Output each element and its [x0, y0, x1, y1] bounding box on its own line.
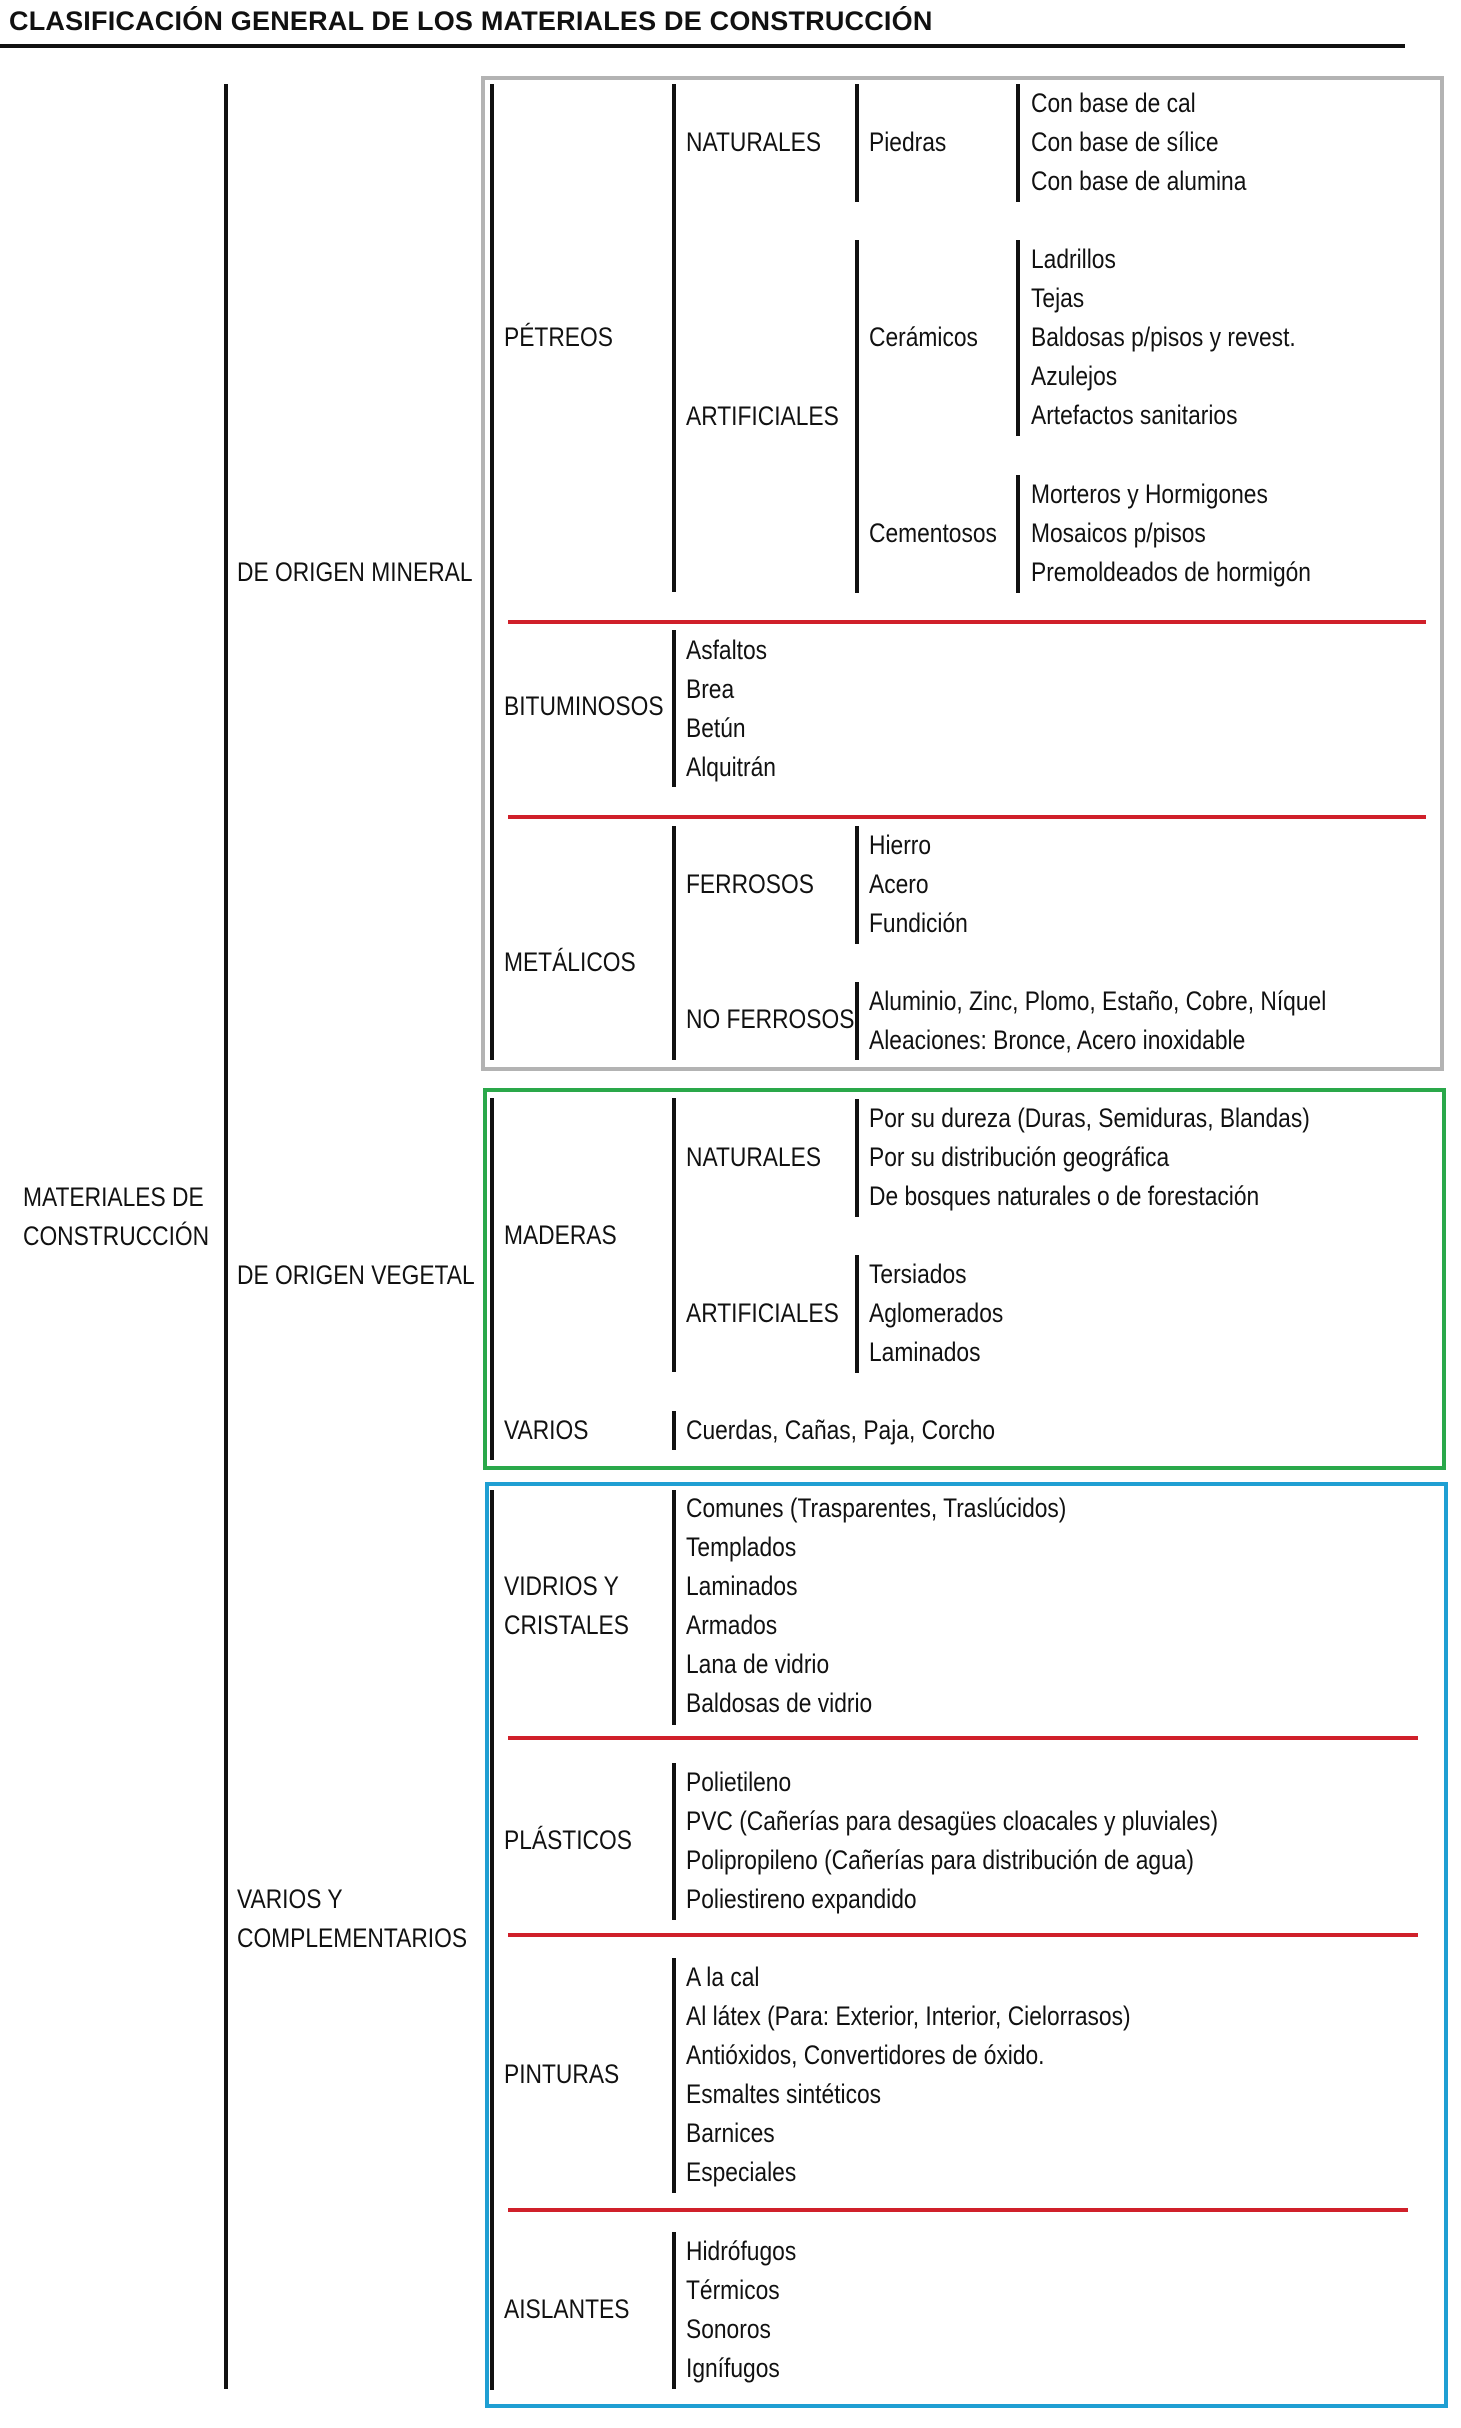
- mineral-bracket: [490, 84, 494, 1060]
- list-item: Lana de vidrio: [686, 1649, 830, 1679]
- list-item: Al látex (Para: Exterior, Interior, Cielorrasos): [686, 2001, 1131, 2031]
- origin-mineral-label: DE ORIGEN MINERAL: [237, 557, 473, 587]
- ceramicos-bracket: [1016, 240, 1020, 436]
- list-item: Cuerdas, Cañas, Paja, Corcho: [686, 1415, 996, 1445]
- category-vidrios-label-line1: VIDRIOS Y: [504, 1571, 619, 1601]
- vidrios-bracket: [672, 1490, 676, 1725]
- list-item: Laminados: [686, 1571, 798, 1601]
- list-item: Templados: [686, 1532, 797, 1562]
- category-plasticos-label: PLÁSTICOS: [504, 1825, 632, 1855]
- list-item: Premoldeados de hormigón: [1031, 557, 1311, 587]
- varios-group-frame: [485, 1482, 1448, 2408]
- list-item: Acero: [869, 869, 929, 899]
- page-title: CLASIFICACIÓN GENERAL DE LOS MATERIALES DE CONSTRUCCIÓN: [9, 6, 933, 36]
- list-item: A la cal: [686, 1962, 760, 1992]
- divider-bituminosos-metalicos: [508, 815, 1426, 819]
- list-item: Por su dureza (Duras, Semiduras, Blandas): [869, 1103, 1310, 1133]
- list-item: Ladrillos: [1031, 244, 1116, 274]
- origin-varios-label-line2: COMPLEMENTARIOS: [237, 1923, 468, 1953]
- list-item: Con base de sílice: [1031, 127, 1219, 157]
- artificiales-bracket: [855, 240, 859, 593]
- title-underline: [0, 44, 1405, 48]
- ferrosos-label: FERROSOS: [686, 869, 814, 899]
- petreos-bracket: [672, 84, 676, 592]
- list-item: Con base de alumina: [1031, 166, 1247, 196]
- piedras-bracket: [1016, 84, 1020, 202]
- category-varios-label: VARIOS: [504, 1415, 589, 1445]
- list-item: Especiales: [686, 2157, 797, 2187]
- metalicos-bracket: [672, 826, 676, 1060]
- list-item: Laminados: [869, 1337, 981, 1367]
- ceramicos-label: Cerámicos: [869, 322, 978, 352]
- plasticos-bracket: [672, 1763, 676, 1920]
- list-item: Tersiados: [869, 1259, 967, 1289]
- category-bituminosos-label: BITUMINOSOS: [504, 691, 664, 721]
- maderas-bracket: [672, 1098, 676, 1372]
- list-item: Artefactos sanitarios: [1031, 400, 1238, 430]
- bituminosos-bracket: [672, 630, 676, 787]
- naturales-bracket: [855, 84, 859, 202]
- root-label-line1: MATERIALES DE: [23, 1182, 204, 1212]
- maderas-naturales-bracket: [855, 1099, 859, 1217]
- root-bracket: [224, 84, 228, 2389]
- divider-pinturas-aislantes: [508, 2208, 1408, 2212]
- category-vidrios-label-line2: CRISTALES: [504, 1610, 629, 1640]
- category-aislantes-label: AISLANTES: [504, 2294, 630, 2324]
- category-petreos-label: PÉTREOS: [504, 322, 613, 352]
- list-item: De bosques naturales o de forestación: [869, 1181, 1260, 1211]
- list-item: Hierro: [869, 830, 932, 860]
- maderas-naturales-label: NATURALES: [686, 1142, 822, 1172]
- list-item: Barnices: [686, 2118, 775, 2148]
- maderas-artificiales-bracket: [855, 1255, 859, 1373]
- no-ferrosos-label: NO FERROSOS: [686, 1004, 855, 1034]
- list-item: Antióxidos, Convertidores de óxido.: [686, 2040, 1045, 2070]
- ferrosos-bracket: [855, 826, 859, 944]
- list-item: Aglomerados: [869, 1298, 1004, 1328]
- list-item: Armados: [686, 1610, 778, 1640]
- list-item: Polietileno: [686, 1767, 792, 1797]
- list-item: Con base de cal: [1031, 88, 1196, 118]
- aislantes-bracket: [672, 2232, 676, 2389]
- list-item: Fundición: [869, 908, 968, 938]
- varios-bracket: [490, 1490, 494, 2390]
- list-item: Por su distribución geográfica: [869, 1142, 1170, 1172]
- petreos-naturales-label: NATURALES: [686, 127, 822, 157]
- no-ferrosos-bracket: [855, 982, 859, 1060]
- list-item: Polipropileno (Cañerías para distribución de agua): [686, 1845, 1195, 1875]
- list-item: Baldosas p/pisos y revest.: [1031, 322, 1296, 352]
- divider-vidrios-plasticos: [508, 1736, 1418, 1740]
- list-item: PVC (Cañerías para desagües cloacales y pluviales): [686, 1806, 1219, 1836]
- vegetal-bracket: [490, 1098, 494, 1460]
- category-maderas-label: MADERAS: [504, 1220, 617, 1250]
- cementosos-bracket: [1016, 475, 1020, 593]
- list-item: Baldosas de vidrio: [686, 1688, 873, 1718]
- list-item: Ignífugos: [686, 2353, 780, 2383]
- list-item: Esmaltes sintéticos: [686, 2079, 882, 2109]
- cementosos-label: Cementosos: [869, 518, 997, 548]
- list-item: Sonoros: [686, 2314, 771, 2344]
- divider-plasticos-pinturas: [508, 1933, 1418, 1937]
- list-item: Asfaltos: [686, 635, 768, 665]
- list-item: Tejas: [1031, 283, 1085, 313]
- list-item: Alquitrán: [686, 752, 776, 782]
- list-item: Morteros y Hormigones: [1031, 479, 1268, 509]
- category-pinturas-label: PINTURAS: [504, 2059, 620, 2089]
- pinturas-bracket: [672, 1958, 676, 2193]
- list-item: Poliestireno expandido: [686, 1884, 917, 1914]
- varios-items-bracket: [672, 1411, 676, 1450]
- divider-petreos-bituminosos: [508, 620, 1426, 624]
- piedras-label: Piedras: [869, 127, 947, 157]
- list-item: Azulejos: [1031, 361, 1118, 391]
- origin-varios-label-line1: VARIOS Y: [237, 1884, 343, 1914]
- category-metalicos-label: METÁLICOS: [504, 947, 636, 977]
- list-item: Hidrófugos: [686, 2236, 797, 2266]
- origin-vegetal-label: DE ORIGEN VEGETAL: [237, 1260, 475, 1290]
- list-item: Comunes (Trasparentes, Traslúcidos): [686, 1493, 1067, 1523]
- list-item: Betún: [686, 713, 746, 743]
- list-item: Térmicos: [686, 2275, 780, 2305]
- list-item: Mosaicos p/pisos: [1031, 518, 1206, 548]
- list-item: Aluminio, Zinc, Plomo, Estaño, Cobre, Níquel: [869, 986, 1327, 1016]
- root-label-line2: CONSTRUCCIÓN: [23, 1221, 210, 1251]
- list-item: Brea: [686, 674, 735, 704]
- list-item: Aleaciones: Bronce, Acero inoxidable: [869, 1025, 1246, 1055]
- petreos-artificiales-label: ARTIFICIALES: [686, 401, 839, 431]
- maderas-artificiales-label: ARTIFICIALES: [686, 1298, 839, 1328]
